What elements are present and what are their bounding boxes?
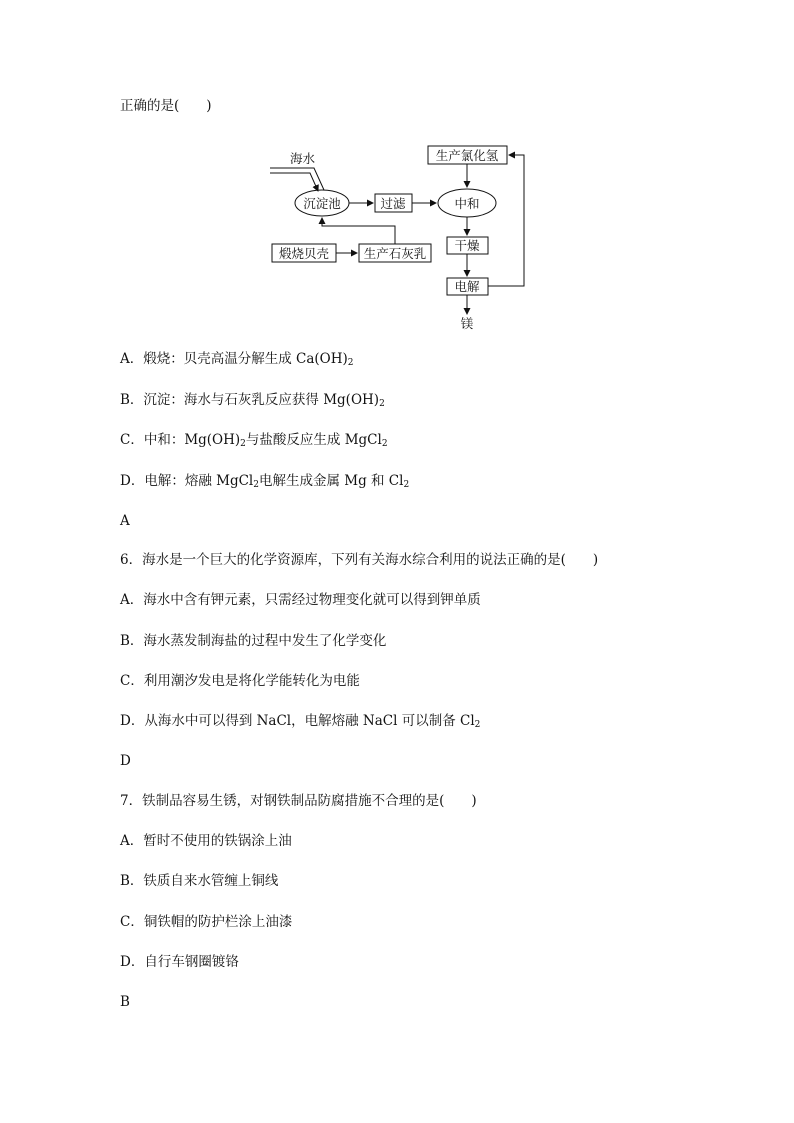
label-produce-hcl: 生产氯化氢 — [435, 148, 499, 163]
answer-5: A — [120, 513, 130, 529]
label-neutralization: 中和 — [454, 196, 480, 211]
question-5-stem-tail: 正确的是( ) — [120, 98, 212, 114]
option-5d: D．电解：熔融 MgCl$_2$电解生成金属 Mg 和 $Cl_2$ — [120, 473, 410, 490]
label-magnesium: 镁 — [460, 316, 474, 331]
answer-6: D — [120, 753, 131, 769]
option-7b: B．铁质自来水管缠上铜线 — [120, 873, 279, 889]
label-electrolysis: 电解 — [454, 279, 480, 294]
option-6b: B．海水蒸发制海盐的过程中发生了化学变化 — [120, 633, 387, 649]
option-6d: D．从海水中可以得到 NaCl，电解熔融 NaCl 可以制备 $Cl_2$ — [120, 713, 481, 730]
option-6c: C．利用潮汐发电是将化学能转化为电能 — [120, 673, 360, 689]
label-seawater: 海水 — [290, 151, 316, 166]
option-5a: A．煅烧：贝壳高温分解生成 $Ca(OH)_2$ — [120, 351, 354, 368]
label-produce-lime-milk: 生产石灰乳 — [363, 246, 427, 261]
option-5c: C．中和：$Mg(OH)_2$与盐酸反应生成 MgCl$_2$ — [120, 432, 388, 449]
option-6a: A．海水中含有钾元素，只需经过物理变化就可以得到钾单质 — [120, 592, 481, 608]
question-6-stem: 6．海水是一个巨大的化学资源库，下列有关海水综合利用的说法正确的是( ) — [120, 552, 599, 568]
label-calcine-shells: 煅烧贝壳 — [278, 246, 330, 261]
option-7a: A．暂时不使用的铁锅涂上油 — [120, 833, 292, 849]
option-7c: C．铜铁帽的防护栏涂上油漆 — [120, 914, 293, 930]
option-5b: B．沉淀：海水与石灰乳反应获得 $Mg(OH)_2$ — [120, 392, 385, 409]
answer-7: B — [120, 994, 130, 1010]
label-sedimentation-tank: 沉淀池 — [303, 196, 341, 211]
label-filtration: 过滤 — [380, 196, 406, 211]
option-7d: D．自行车钢圈镀铬 — [120, 954, 239, 970]
question-7-stem: 7．铁制品容易生锈，对钢铁制品防腐措施不合理的是( ) — [120, 793, 477, 809]
label-drying: 干燥 — [454, 238, 480, 253]
